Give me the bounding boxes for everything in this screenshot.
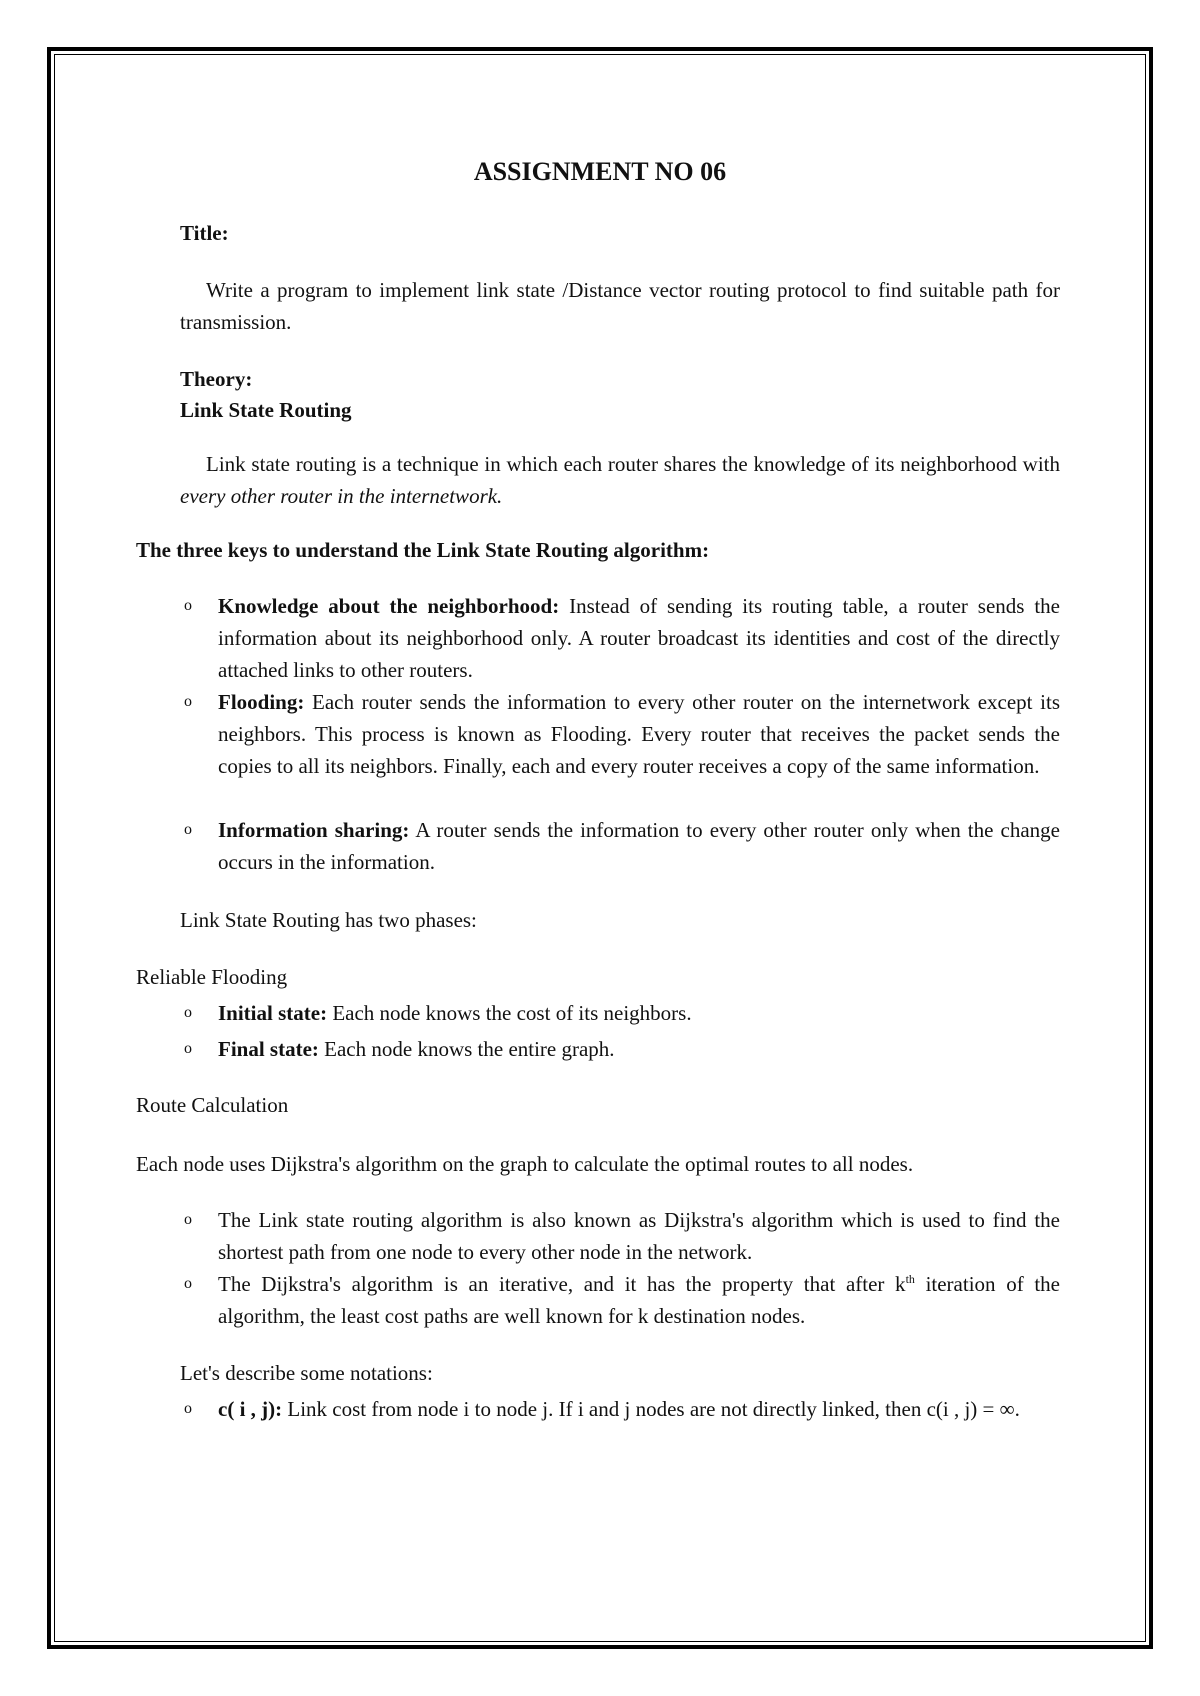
key-term: Information sharing: bbox=[218, 818, 410, 842]
reliable-flooding-label: Reliable Flooding bbox=[136, 965, 288, 989]
bullet-icon: o bbox=[184, 1275, 192, 1292]
route-calculation-label: Route Calculation bbox=[136, 1093, 289, 1117]
flooding-term: Initial state: bbox=[218, 1001, 328, 1025]
bullet-icon: o bbox=[184, 1400, 192, 1417]
phases-intro: Link State Routing has two phases: bbox=[180, 908, 477, 932]
bullet-icon: o bbox=[184, 693, 192, 710]
bullet-icon: o bbox=[184, 1004, 192, 1021]
title-label: Title: bbox=[180, 221, 229, 245]
lsr-intro-paragraph bbox=[180, 448, 1060, 512]
bullet-icon: o bbox=[184, 1211, 192, 1228]
assignment-heading: ASSIGNMENT NO 06 bbox=[473, 157, 727, 186]
title-text: Write a program to implement link state /Distance vector routing protocol to find suitable path for transmission. bbox=[180, 278, 1060, 334]
dijkstra-intro: Each node uses Dijkstra's algorithm on the graph to calculate the optimal routes to all nodes. bbox=[136, 1152, 914, 1176]
theory-label: Theory: bbox=[180, 367, 253, 391]
notations-intro: Let's describe some notations: bbox=[180, 1361, 433, 1385]
list-item bbox=[218, 814, 1060, 878]
list-item bbox=[218, 1393, 1060, 1425]
superscript-th: th bbox=[905, 1272, 915, 1286]
notation-text: Link cost from node i to node j. If i and j nodes are not directly linked, then c(i , j) = ∞. bbox=[282, 1397, 1020, 1421]
bullet-icon: o bbox=[184, 821, 192, 838]
bullet-icon: o bbox=[184, 597, 192, 614]
lsr-intro-text: Link state routing is a technique in which each router shares the knowledge of its neighborhood with bbox=[206, 452, 1060, 476]
list-item bbox=[218, 1033, 1060, 1065]
flooding-term: Final state: bbox=[218, 1037, 319, 1061]
list-item bbox=[218, 997, 1060, 1029]
keys-heading: The three keys to understand the Link State Routing algorithm: bbox=[136, 538, 710, 562]
lsr-intro-emphasis: every other router in the internetwork. bbox=[180, 484, 503, 508]
key-term: Knowledge about the neighborhood: bbox=[218, 594, 560, 618]
key-text: Instead of sending its routing table, a router sends the information about its neighborhood only. A router broadcast its identities and cost of the directly attached links to other routers. bbox=[218, 594, 1060, 682]
dijkstra-text-before: The Dijkstra's algorithm is an iterative, and it has the property that after k bbox=[218, 1272, 906, 1296]
dijkstra-text-after: iteration of the algorithm, the least cost paths are well known for k destination nodes. bbox=[218, 1272, 1060, 1328]
list-item bbox=[218, 1268, 1060, 1332]
lsr-heading: Link State Routing bbox=[180, 398, 352, 422]
list-item: The Link state routing algorithm is also known as Dijkstra's algorithm which is used to find the shortest path from one node to every other node in the network. bbox=[218, 1208, 1060, 1264]
list-item bbox=[218, 590, 1060, 686]
flooding-text: Each node knows the entire graph. bbox=[318, 1037, 615, 1061]
key-term: Flooding: bbox=[218, 690, 305, 714]
bullet-icon: o bbox=[184, 1040, 192, 1057]
notation-term: c( i , j): bbox=[218, 1397, 283, 1421]
flooding-text: Each node knows the cost of its neighbors. bbox=[327, 1001, 692, 1025]
key-text: Each router sends the information to every other router on the internetwork except its neighbors. This process is known as Flooding. Every router that receives the packet sends the copies to all its neighbors. Finally, each and every router receives a copy of the same information. bbox=[218, 690, 1060, 778]
list-item bbox=[218, 686, 1060, 782]
key-text: A router sends the information to every other router only when the change occurs in the information. bbox=[218, 818, 1060, 874]
